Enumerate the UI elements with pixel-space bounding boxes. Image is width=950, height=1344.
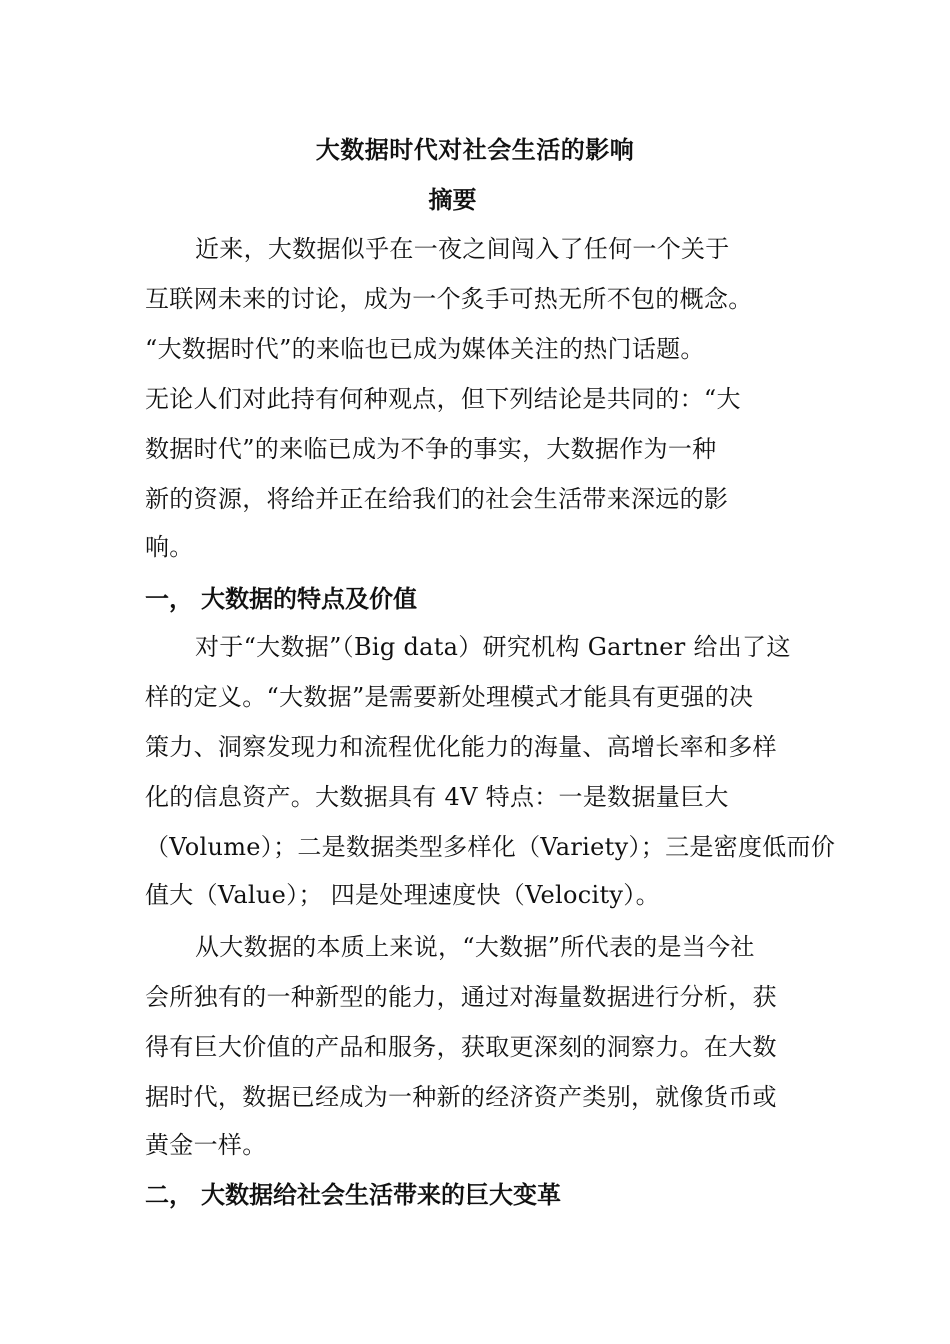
abstract-line: 响。 xyxy=(145,533,194,561)
paragraph-line: 得有巨大价值的产品和服务，获取更深刻的洞察力。在大数 xyxy=(145,1033,777,1061)
section-heading-1 xyxy=(145,582,417,616)
abstract-heading: 摘要 xyxy=(428,185,477,214)
section-number: 二， xyxy=(145,1180,193,1209)
paragraph-line: 值大（Value）； 四是处理速度快（Velocity）。 xyxy=(145,881,660,909)
abstract-line: 无论人们对此持有何种观点，但下列结论是共同的：“大 xyxy=(145,385,741,413)
paragraph-line: 黄金一样。 xyxy=(145,1131,267,1159)
paragraph-line: 策力、洞察发现力和流程优化能力的海量、高增长率和多样 xyxy=(145,733,777,761)
section-number: 一， xyxy=(145,584,193,613)
abstract-line: 数据时代”的来临已成为不争的事实，大数据作为一种 xyxy=(145,435,717,463)
abstract-line: 新的资源，将给并正在给我们的社会生活带来深远的影 xyxy=(145,485,729,513)
paragraph-line: 化的信息资产。大数据具有 4V 特点：一是数据量巨大 xyxy=(145,783,729,811)
abstract-line: 互联网未来的讨论，成为一个炙手可热无所不包的概念。 xyxy=(145,285,753,313)
section-title: 大数据给社会生活带来的巨大变革 xyxy=(201,1180,561,1209)
abstract-line: “大数据时代”的来临也已成为媒体关注的热门话题。 xyxy=(145,335,705,363)
paragraph-line: 对于“大数据”（Big data）研究机构 Gartner 给出了这 xyxy=(195,633,791,661)
abstract-line: 近来，大数据似乎在一夜之间闯入了任何一个关于 xyxy=(195,235,730,263)
paragraph-line: 从大数据的本质上来说，“大数据”所代表的是当今社 xyxy=(195,933,755,961)
paragraph-line: 据时代，数据已经成为一种新的经济资产类别，就像货币或 xyxy=(145,1083,777,1111)
paragraph-line: 会所独有的一种新型的能力，通过对海量数据进行分析，获 xyxy=(145,983,777,1011)
section-heading-2 xyxy=(145,1178,561,1212)
section-title: 大数据的特点及价值 xyxy=(201,584,417,613)
document-title: 大数据时代对社会生活的影响 xyxy=(315,135,635,164)
paragraph-line: （Volume）；二是数据类型多样化（Variety）；三是密度低而价 xyxy=(145,833,836,861)
paragraph-line: 样的定义。“大数据”是需要新处理模式才能具有更强的决 xyxy=(145,683,754,711)
